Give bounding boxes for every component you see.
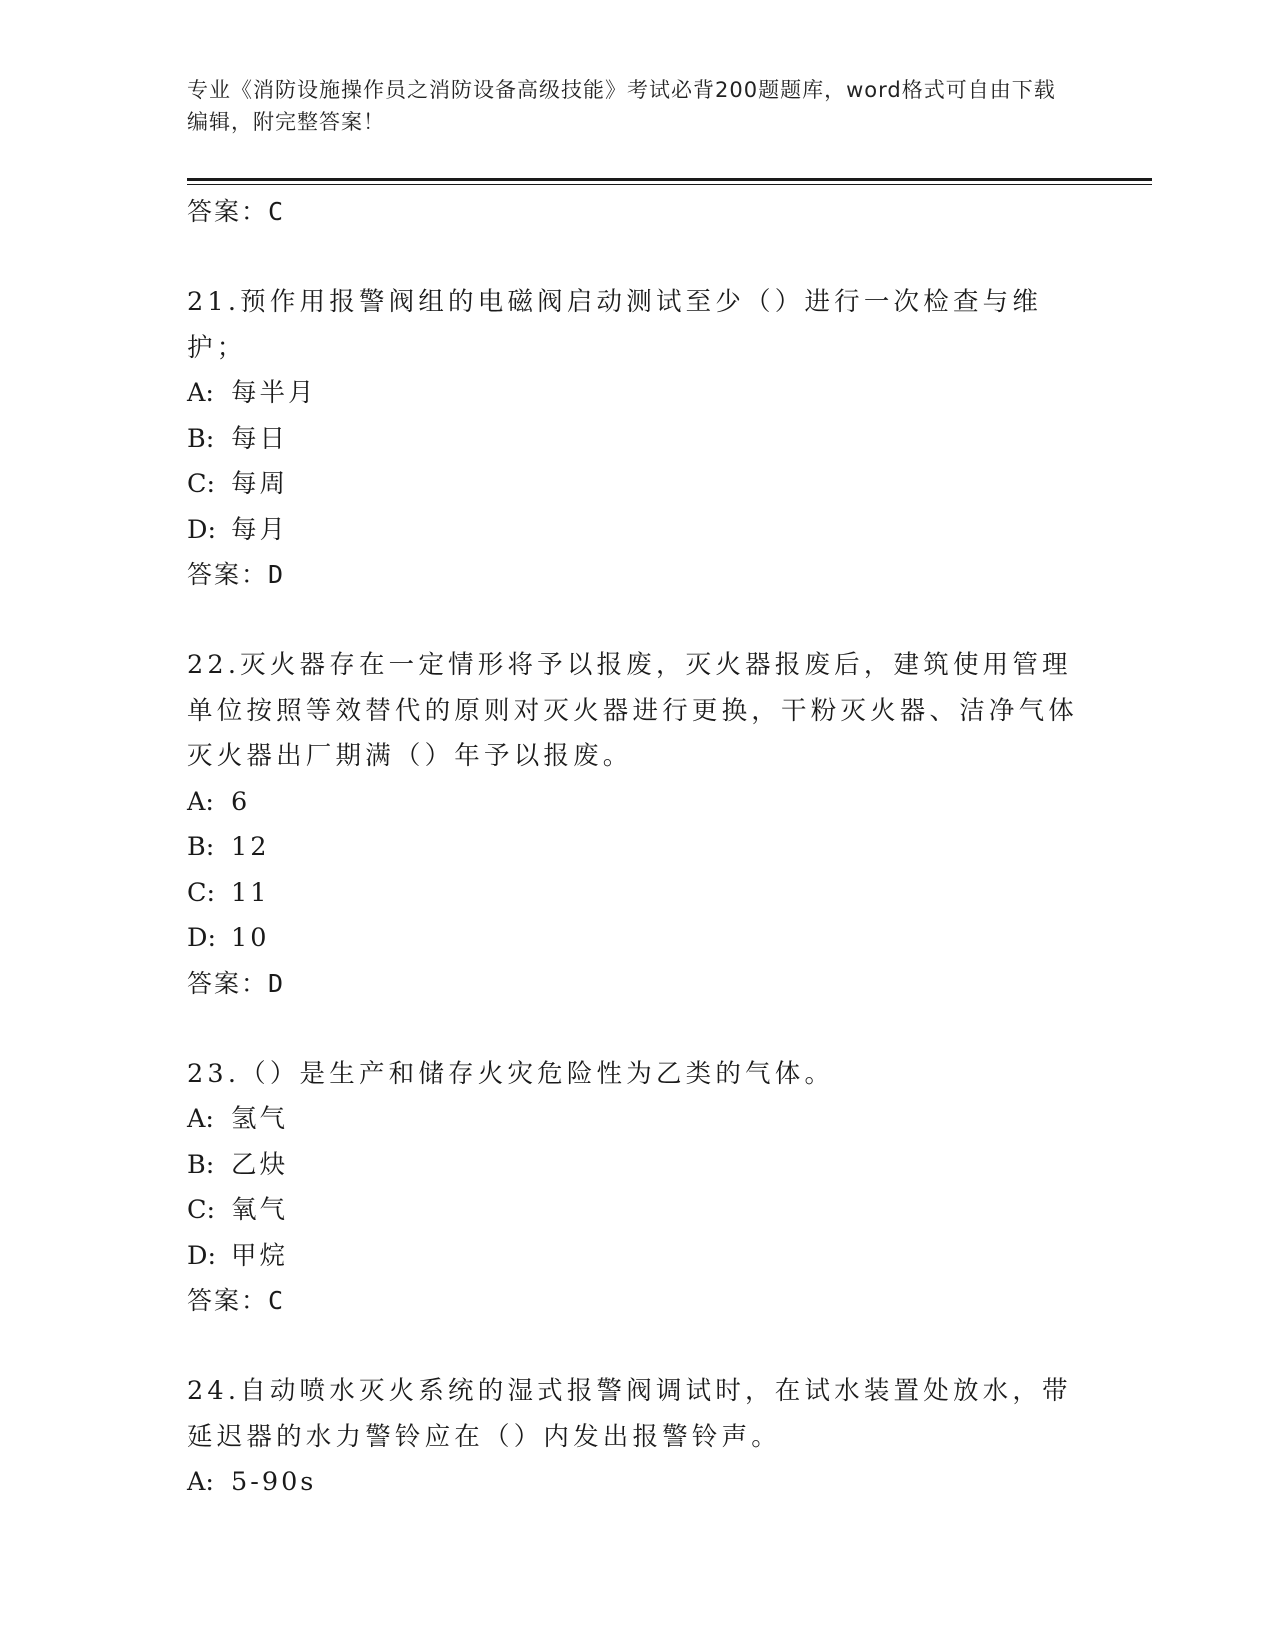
- option-text: 6: [231, 786, 251, 817]
- option-key: C:: [187, 469, 216, 499]
- answer-label: 答案：: [187, 1286, 269, 1315]
- option-key: B:: [187, 832, 215, 862]
- option-text: 每周: [231, 469, 289, 499]
- option-key: D:: [187, 923, 217, 953]
- answer-line: [187, 962, 1087, 1006]
- option-b: [187, 417, 1087, 463]
- question-item: [187, 643, 1087, 1006]
- option-a: [187, 1460, 1087, 1506]
- option-d: [187, 916, 1087, 962]
- option-key: D:: [187, 514, 217, 545]
- answer-value: C: [268, 1286, 285, 1315]
- option-d: [187, 508, 1087, 554]
- option-text: 甲烷: [231, 1240, 289, 1271]
- option-text: 11: [231, 877, 270, 908]
- question-item: [187, 1369, 1087, 1506]
- option-key: A:: [187, 1467, 215, 1497]
- answer-value: D: [268, 560, 285, 589]
- option-text: 乙炔: [231, 1149, 289, 1180]
- answer-label: 答案：: [187, 968, 269, 998]
- option-text: 氢气: [231, 1104, 289, 1134]
- option-key: C:: [187, 877, 216, 908]
- option-key: A:: [187, 786, 215, 817]
- question-text: 22.灭火器存在一定情形将予以报废，灭火器报废后，建筑使用管理单位按照等效替代的原则对灭火器进行更换，干粉灭火器、洁净气体灭火器出厂期满（）年予以报废。: [187, 650, 1079, 771]
- question-item: [187, 280, 1087, 597]
- answer-line: [187, 190, 1087, 234]
- option-key: A:: [187, 378, 215, 408]
- option-text: 10: [231, 923, 270, 953]
- answer-label: 答案：: [187, 197, 269, 226]
- option-text: 每月: [231, 514, 289, 545]
- option-key: D:: [187, 1240, 217, 1271]
- header-rule-thick: [187, 178, 1152, 181]
- option-key: B:: [187, 1149, 215, 1180]
- question-text: 24.自动喷水灭火系统的湿式报警阀调试时，在试水装置处放水，带延迟器的水力警铃应在（）内发出报警铃声。: [187, 1376, 1072, 1452]
- answer-value: C: [268, 197, 285, 226]
- question-item: [187, 1052, 1087, 1324]
- option-text: 每日: [231, 423, 289, 454]
- answer-line: [187, 1279, 1087, 1323]
- option-text: 12: [231, 832, 270, 862]
- option-text: 每半月: [231, 378, 317, 408]
- option-key: B:: [187, 423, 215, 454]
- option-a: [187, 371, 1087, 417]
- header-rule-thin: [187, 184, 1152, 185]
- answer-line: [187, 553, 1087, 597]
- option-c: [187, 1188, 1087, 1234]
- answer-label: 答案：: [187, 560, 269, 589]
- option-key: C:: [187, 1195, 216, 1225]
- option-c: [187, 462, 1087, 508]
- answer-value: D: [268, 968, 285, 998]
- option-d: [187, 1234, 1087, 1280]
- question-text: 21.预作用报警阀组的电磁阀启动测试至少（）进行一次检查与维护；: [187, 287, 1043, 363]
- document-header: 专业《消防设施操作员之消防设备高级技能》考试必背200题题库，word格式可自由下载编辑，附完整答案！: [187, 78, 1056, 134]
- option-b: [187, 1143, 1087, 1189]
- option-text: 氧气: [231, 1195, 289, 1225]
- option-text: 5-90s: [231, 1467, 317, 1497]
- question-text: 23.（）是生产和储存火灾危险性为乙类的气体。: [187, 1058, 835, 1089]
- option-b: [187, 825, 1087, 871]
- question-content: [187, 190, 1087, 1506]
- option-a: [187, 780, 1087, 826]
- option-a: [187, 1097, 1087, 1143]
- option-c: [187, 871, 1087, 917]
- option-key: A:: [187, 1104, 215, 1134]
